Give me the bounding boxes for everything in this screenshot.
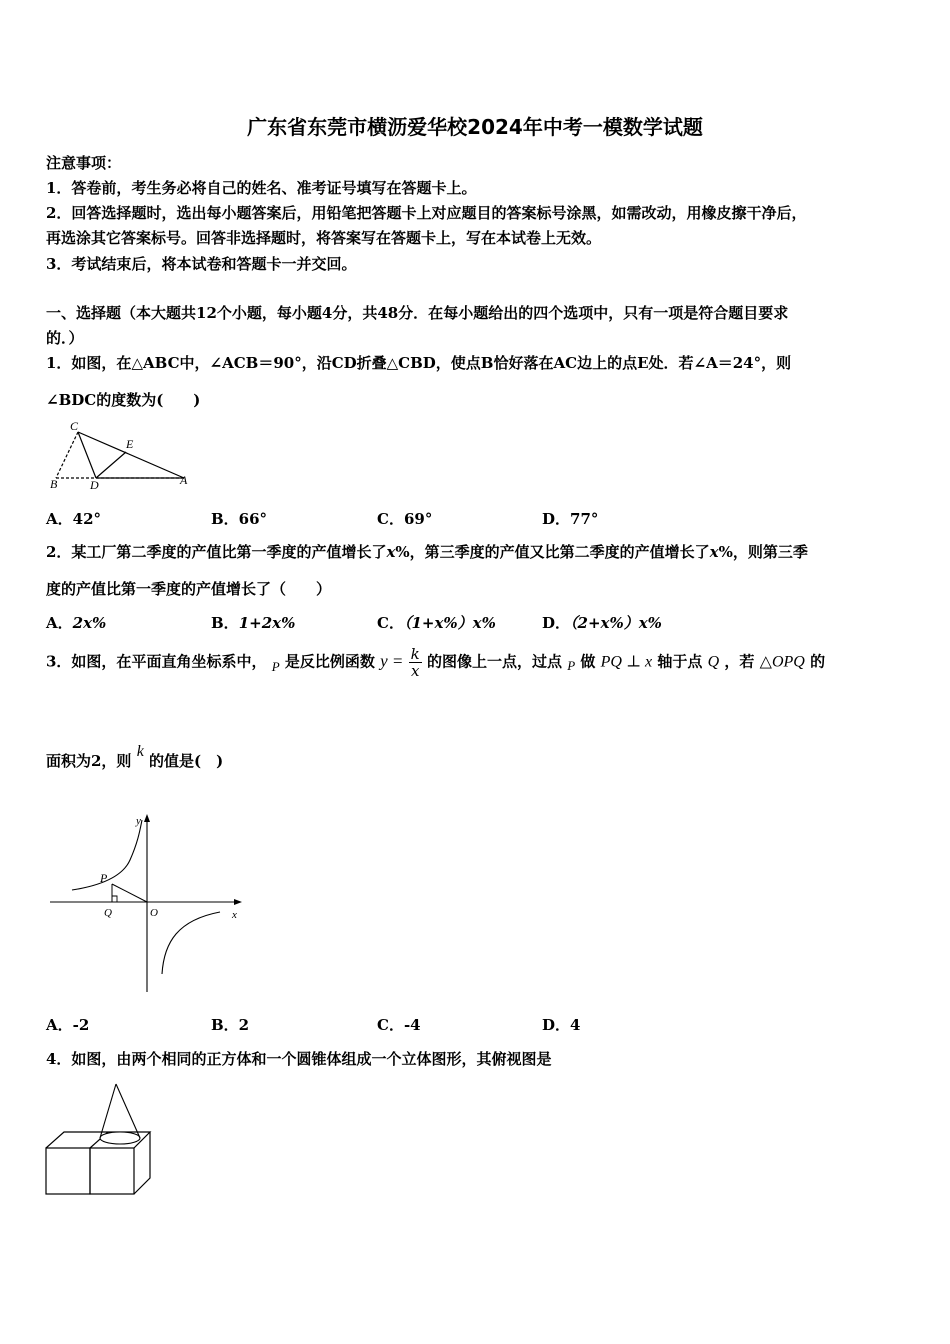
- q2-var-x-2: x: [709, 543, 719, 561]
- q2-option-c[interactable]: C．（1+x%）x%: [377, 614, 496, 632]
- q3-label-P: P: [100, 871, 108, 885]
- notice-header: 注意事项：: [46, 154, 122, 172]
- q1-label-E: E: [126, 437, 134, 451]
- q1-label-C: C: [70, 419, 79, 433]
- q3-label-x: x: [232, 909, 237, 921]
- q3-stem-line-2: 面积为2，则 k 的值是( ): [46, 743, 224, 770]
- q3-point-p: P: [271, 658, 280, 674]
- q3-function-lhs: y =: [380, 651, 404, 671]
- section-heading-line-2: 的．）: [46, 329, 84, 347]
- q2-text-a: 2．某工厂第二季度的产值比第一季度的产值增长了: [46, 543, 387, 561]
- notice-item-3: 3．考试结束后，将本试卷和答题卡一并交回。: [46, 255, 357, 273]
- q1-stem-line-2: ∠BDC的度数为( ): [46, 391, 201, 409]
- section-heading-line-1: 一、选择题（本大题共12个小题，每小题4分，共48分．在每小题给出的四个选项中，只有一项是符合题目要求: [46, 304, 789, 322]
- q1-label-A: A: [180, 473, 188, 487]
- q1-stem-line-1: 1．如图，在△ABC中，∠ACB＝90°，沿CD折叠△CBD，使点B恰好落在AC边上的点E处．若∠A＝24°，则: [46, 354, 792, 372]
- q2-option-a[interactable]: A．2x%: [46, 614, 107, 632]
- q1-option-c[interactable]: C．69°: [377, 510, 433, 528]
- q2-stem-line-2: 度的产值比第一季度的产值增长了（ ）: [46, 580, 332, 598]
- notice-item-2-line-2: 再选涂其它答案标号。回答非选择题时，将答案写在答题卡上，写在本试卷上无效。: [46, 229, 602, 247]
- q3-option-d[interactable]: D．4: [542, 1016, 581, 1034]
- q1-option-b[interactable]: B．66°: [211, 510, 268, 528]
- q3-perpendicular: PQ ⊥ x: [600, 653, 653, 671]
- q1-option-d[interactable]: D．77°: [542, 510, 599, 528]
- q4-solid-figure: [44, 1080, 156, 1198]
- q2-text-b: %，第三季度的产值又比第二季度的产值增长了: [395, 543, 710, 561]
- q3-option-a[interactable]: A．-2: [46, 1016, 90, 1034]
- notice-item-2-line-1: 2．回答选择题时，选出每小题答案后，用铅笔把答题卡上对应题目的答案标号涂黑，如需改动，用橡皮擦干净后，: [46, 204, 807, 222]
- q3-point-q: Q: [707, 653, 720, 671]
- q1-label-D: D: [90, 478, 99, 492]
- q3-stem-line-1: 3．如图，在平面直角坐标系中， P 是反比例函数 y = $\frac{k}{x}$ 的图像上一点，过点 P 做 PQ ⊥ x 轴于点 Q ，若 △OPQ 的: [46, 645, 826, 680]
- q3-label-Q: Q: [104, 907, 112, 919]
- q3-option-c[interactable]: C．-4: [377, 1016, 421, 1034]
- q3-label-O: O: [150, 907, 158, 919]
- q2-var-x-1: x: [386, 543, 396, 561]
- q2-option-d[interactable]: D．（2+x%）x%: [542, 614, 662, 632]
- q3-var-k: k: [136, 743, 144, 760]
- q3-fraction: $\frac{k}{x}$: [410, 645, 420, 680]
- q1-option-a[interactable]: A．42°: [46, 510, 102, 528]
- notice-item-1: 1．答卷前，考生务必将自己的姓名、准考证号填写在答题卡上。: [46, 179, 477, 197]
- q1-label-B: B: [50, 477, 58, 491]
- q3-label-y: y: [136, 815, 141, 827]
- q3-coordinate-figure: [50, 812, 250, 997]
- page-title: 广东省东莞市横沥爱华校2024年中考一模数学试题: [247, 115, 703, 139]
- q2-text-c: %，则第三季: [718, 543, 808, 561]
- q4-stem-line-1: 4．如图，由两个相同的正方体和一个圆锥体组成一个立体图形，其俯视图是: [46, 1050, 552, 1068]
- q2-stem-line-1: [46, 541, 808, 562]
- q2-option-b[interactable]: B．1+2x%: [211, 614, 296, 632]
- q1-triangle-figure: [46, 418, 196, 492]
- q3-option-b[interactable]: B．2: [211, 1016, 250, 1034]
- q3-triangle-opq: △OPQ: [759, 653, 805, 671]
- q3-point-p-2: P: [567, 657, 576, 673]
